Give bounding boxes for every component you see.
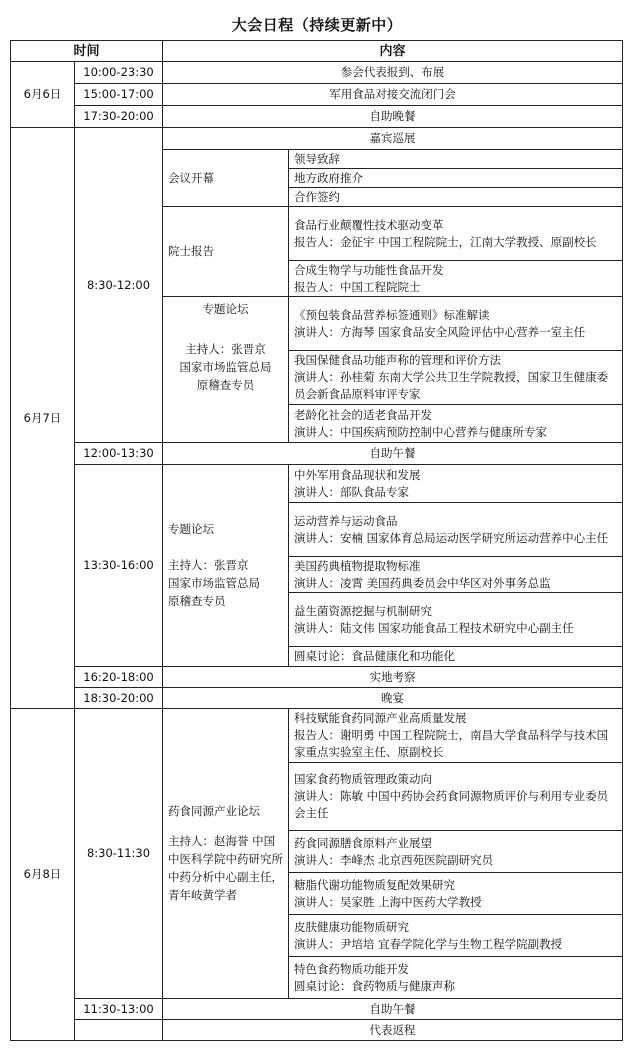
content-cell: 军用食品对接交流闭门会	[163, 84, 623, 106]
header-time: 时间	[11, 41, 163, 62]
item-topic: 老龄化社会的适老食品开发	[294, 407, 433, 422]
content-cell: 自助午餐	[163, 999, 623, 1020]
session-academician: 院士报告	[163, 207, 289, 297]
content-cell: 自助晚餐	[163, 106, 623, 128]
host-name: 主持人：张晋京	[168, 558, 249, 572]
agenda-item	[289, 593, 623, 647]
host-org: 国家市场监管总局	[168, 576, 261, 590]
item-speaker: 演讲人：陆文伟 国家功能食品工程技术研究中心副主任	[294, 620, 574, 635]
time-cell: 12:00-13:30	[75, 443, 163, 465]
session-host	[168, 556, 283, 610]
host-name: 主持人：张晋京	[185, 342, 266, 356]
session-title: 专题论坛	[168, 522, 215, 536]
time-cell	[75, 1020, 163, 1041]
table-row	[11, 443, 623, 465]
date-cell: 6月7日	[11, 128, 75, 709]
agenda-item	[289, 557, 623, 593]
agenda-item	[289, 915, 623, 957]
item-speaker: 报告人：谢明勇 中国工程院院士，南昌大学食品科学与技术国家重点实验室主任、原副校长	[294, 728, 609, 759]
table-row	[11, 128, 623, 150]
item-speaker: 演讲人：吴家胜 上海中医药大学教授	[294, 894, 482, 909]
time-cell: 13:30-16:00	[75, 465, 163, 667]
table-row	[11, 465, 623, 503]
agenda-item: 合作签约	[289, 188, 623, 207]
item-speaker: 演讲人：部队食品专家	[294, 484, 410, 499]
session-title: 药食同源产业论坛	[168, 804, 261, 818]
time-cell: 15:00-17:00	[75, 84, 163, 106]
time-cell: 8:30-11:30	[75, 709, 163, 999]
item-topic: 《预包装食品营养标签通则》标准解读	[294, 307, 490, 322]
table-header-row	[11, 41, 623, 62]
content-cell: 自助午餐	[163, 443, 623, 465]
time-cell: 17:30-20:00	[75, 106, 163, 128]
tour-cell: 嘉宾巡展	[163, 128, 623, 150]
agenda-item	[289, 709, 623, 763]
schedule-table	[10, 40, 623, 1041]
table-row	[11, 999, 623, 1020]
date-cell: 6月6日	[11, 62, 75, 128]
item-topic: 食品行业颠覆性技术驱动变革	[294, 217, 444, 232]
item-speaker: 演讲人：安楠 国家体育总局运动医学研究所运动营养中心主任	[294, 530, 609, 545]
time-cell: 18:30-20:00	[75, 688, 163, 709]
time-cell: 16:20-18:00	[75, 667, 163, 688]
time-cell: 10:00-23:30	[75, 62, 163, 84]
item-topic: 特色食药物质功能开发	[294, 961, 410, 976]
session-opening: 会议开幕	[163, 150, 289, 207]
date-cell: 6月8日	[11, 709, 75, 1041]
content-cell: 代表返程	[163, 1020, 623, 1041]
session-title: 专题论坛	[202, 302, 249, 316]
item-topic: 圆桌讨论：食品健康化和功能化	[294, 649, 456, 663]
item-speaker: 圆桌讨论：食药物质与健康声称	[294, 978, 456, 993]
page-title: 大会日程（持续更新中）	[231, 16, 403, 34]
item-topic: 科技赋能食药同源产业高质量发展	[294, 711, 467, 725]
agenda-item	[289, 207, 623, 261]
content-cell: 晚宴	[163, 688, 623, 709]
table-row	[11, 1020, 623, 1041]
item-topic: 美国药典植物提取物标准	[294, 558, 421, 573]
item-speaker: 演讲人：方海琴 国家食品安全风险评估中心营养一室主任	[294, 324, 586, 339]
agenda-item	[289, 405, 623, 443]
item-topic: 糖脂代谢功能物质复配效果研究	[294, 877, 456, 892]
item-speaker: 演讲人：尹培培 宜春学院化学与生物工程学院副教授	[294, 936, 563, 951]
agenda-item	[289, 465, 623, 503]
table-row	[11, 106, 623, 128]
agenda-item: 地方政府推介	[289, 169, 623, 188]
item-topic: 益生菌资源挖掘与机制研究	[294, 603, 433, 618]
item-topic: 国家食药物质管理政策动向	[294, 772, 433, 786]
header-content: 内容	[163, 41, 623, 62]
item-speaker: 报告人：中国工程院院士	[294, 279, 421, 294]
agenda-item	[289, 647, 623, 667]
item-speaker: 演讲人：凌霄 美国药典委员会中华区对外事务总监	[294, 575, 551, 590]
host-org: 国家市场监管总局	[179, 360, 272, 374]
item-speaker: 演讲人：中国疾病预防控制中心营养与健康所专家	[294, 424, 548, 439]
session-forum-3	[163, 709, 289, 999]
agenda-item	[289, 351, 623, 405]
item-topic: 中外军用食品现状和发展	[294, 467, 421, 482]
agenda-item	[289, 297, 623, 351]
agenda-item	[289, 763, 623, 831]
table-row	[11, 84, 623, 106]
item-topic: 药食同源膳食原料产业展望	[294, 835, 433, 850]
agenda-item	[289, 873, 623, 915]
item-topic: 运动营养与运动食品	[294, 513, 398, 528]
host-title: 原稽查专员	[168, 594, 226, 608]
table-row	[11, 688, 623, 709]
agenda-item	[289, 503, 623, 557]
time-cell: 11:30-13:00	[75, 999, 163, 1020]
session-forum-1	[163, 297, 289, 443]
time-cell: 8:30-12:00	[75, 128, 163, 443]
item-speaker: 报告人：金征宇 中国工程院院士，江南大学教授、原副校长	[294, 234, 597, 249]
table-row	[11, 667, 623, 688]
item-topic: 合成生物学与功能性食品开发	[294, 262, 444, 277]
content-cell: 实地考察	[163, 667, 623, 688]
agenda-item	[289, 957, 623, 999]
item-speaker: 演讲人：孙桂菊 东南大学公共卫生学院教授，国家卫生健康委员会新食品原料审评专家	[294, 370, 609, 401]
agenda-item: 领导致辞	[289, 150, 623, 169]
item-topic: 我国保健食品功能声称的管理和评价方法	[294, 353, 502, 367]
content-cell: 参会代表报到、布展	[163, 62, 623, 84]
item-speaker: 演讲人：李峰杰 北京西苑医院副研究员	[294, 852, 494, 867]
agenda-item	[289, 261, 623, 297]
host-title: 原稽查专员	[196, 378, 255, 392]
table-row	[11, 62, 623, 84]
item-topic: 皮肤健康功能物质研究	[294, 919, 410, 934]
session-host	[168, 340, 283, 394]
session-forum-2	[163, 465, 289, 667]
item-speaker: 演讲人：陈敏 中国中药协会药食同源物质评价与利用专业委员会主任	[294, 789, 609, 820]
agenda-item	[289, 831, 623, 873]
table-row	[11, 709, 623, 763]
session-host: 主持人：赵海誉 中国中医科学院中药研究所中药分析中心副主任，青年岐黄学者	[168, 834, 284, 902]
